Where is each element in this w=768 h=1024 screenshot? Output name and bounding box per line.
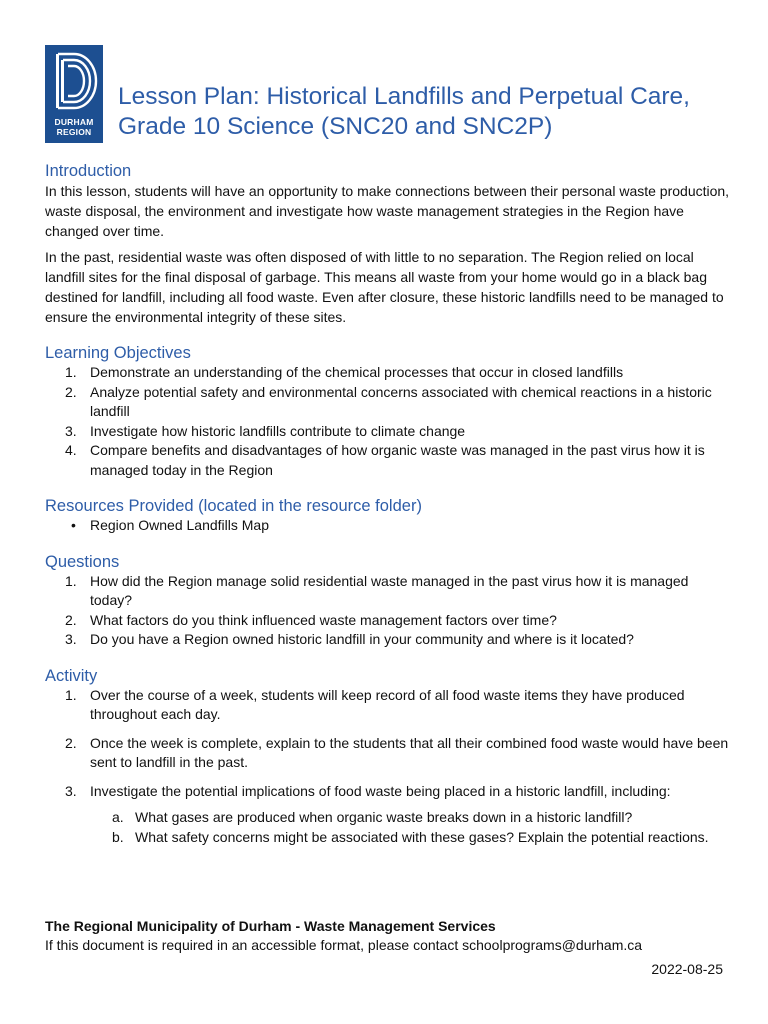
list-item-text: Investigate how historic landfills contribute to climate change	[90, 422, 466, 439]
resources-section	[45, 496, 730, 536]
list-item	[45, 363, 730, 383]
list-number: 3.	[65, 631, 77, 647]
list-number: 3.	[65, 422, 77, 439]
footer-organization: The Regional Municipality of Durham - Waste Management Services	[45, 918, 496, 934]
list-number: 3.	[65, 782, 77, 799]
logo-text-durham: DURHAM	[54, 117, 94, 127]
bullet-icon: •	[71, 517, 76, 533]
list-item-text: What factors do you think influenced waste management factors over time?	[90, 611, 557, 628]
list-item	[45, 630, 730, 650]
footer	[45, 917, 730, 955]
list-number: 1.	[65, 364, 77, 380]
introduction-heading: Introduction	[45, 162, 132, 180]
introduction-paragraph-1: In this lesson, students will have an opportunity to make connections between their personal waste production, waste disposal, the environment and investigate how waste management strategies in the Region have changed over time.	[45, 183, 730, 239]
activity-sublist	[45, 808, 730, 847]
list-item-text: Once the week is complete, explain to the students that all their combined food waste would have been sent to landfill in the past.	[90, 734, 729, 770]
list-number: 1.	[65, 572, 77, 589]
list-item	[45, 383, 730, 422]
resources-list	[45, 516, 730, 536]
list-item-text: What gases are produced when organic waste breaks down in a historic landfill?	[135, 809, 633, 825]
list-item	[45, 808, 730, 828]
list-item-text: Region Owned Landfills Map	[90, 517, 269, 533]
questions-heading: Questions	[45, 552, 120, 571]
list-item-text: Over the course of a week, students will keep record of all food waste items they have produced throughout each day.	[90, 686, 685, 722]
list-number: 4.	[65, 442, 77, 458]
list-item-text: Do you have a Region owned historic landfill in your community and where is it located?	[90, 631, 634, 647]
introduction-section	[45, 161, 730, 327]
list-item-text: Demonstrate an understanding of the chemical processes that occur in closed landfills	[90, 364, 624, 380]
activity-section	[45, 666, 730, 848]
list-number: 1.	[65, 686, 77, 703]
list-item	[45, 441, 730, 480]
footer-accessibility-note: If this document is required in an accessible format, please contact schoolprograms@durham.ca	[45, 937, 643, 953]
durham-region-logo	[45, 45, 103, 143]
list-item-text: What safety concerns might be associated with these gases? Explain the potential reactions.	[135, 828, 709, 845]
resources-heading: Resources Provided (located in the resource folder)	[45, 497, 422, 515]
list-item-text: Compare benefits and disadvantages of how organic waste was managed in the past virus how it is managed today in the Region	[90, 442, 705, 478]
list-letter: b.	[112, 828, 124, 845]
list-item	[45, 686, 730, 725]
list-item	[45, 782, 730, 802]
learning-objectives-list	[45, 363, 730, 480]
list-item	[45, 516, 730, 536]
activity-heading: Activity	[45, 666, 98, 685]
main-content	[45, 161, 730, 847]
questions-list	[45, 572, 730, 650]
questions-section	[45, 552, 730, 650]
list-item	[45, 734, 730, 773]
list-number: 2.	[65, 734, 77, 751]
list-item-text: Analyze potential safety and environmental concerns associated with chemical reactions in a historic landfill	[90, 383, 712, 419]
list-item	[45, 828, 730, 848]
learning-objectives-heading: Learning Objectives	[45, 344, 191, 362]
page-title: Lesson Plan: Historical Landfills and Perpetual Care, Grade 10 Science (SNC20 and SNC2P)	[118, 83, 690, 140]
list-item	[45, 422, 730, 442]
list-letter: a.	[112, 809, 124, 825]
list-number: 2.	[65, 383, 77, 400]
list-item-text: Investigate the potential implications of food waste being placed in a historic landfill, including:	[90, 782, 671, 799]
introduction-paragraph-2: In the past, residential waste was often disposed of with little to no separation. The Region relied on local landfill sites for the final disposal of garbage. This means all waste from your home would go in a black bag destined for landfill, including all food waste. Even after closure, these historic landfills need to be managed to ensure the environmental integrity of these sites.	[45, 249, 724, 325]
list-item-text: How did the Region manage solid residential waste managed in the past virus how it is managed today?	[90, 572, 689, 608]
logo-text-region: REGION	[56, 127, 92, 137]
list-item	[45, 572, 730, 611]
durham-d-emblem-icon	[46, 46, 102, 118]
learning-objectives-section	[45, 343, 730, 480]
list-item	[45, 611, 730, 631]
activity-list	[45, 686, 730, 802]
list-number: 2.	[65, 611, 77, 628]
document-date: 2022-08-25	[651, 961, 723, 977]
